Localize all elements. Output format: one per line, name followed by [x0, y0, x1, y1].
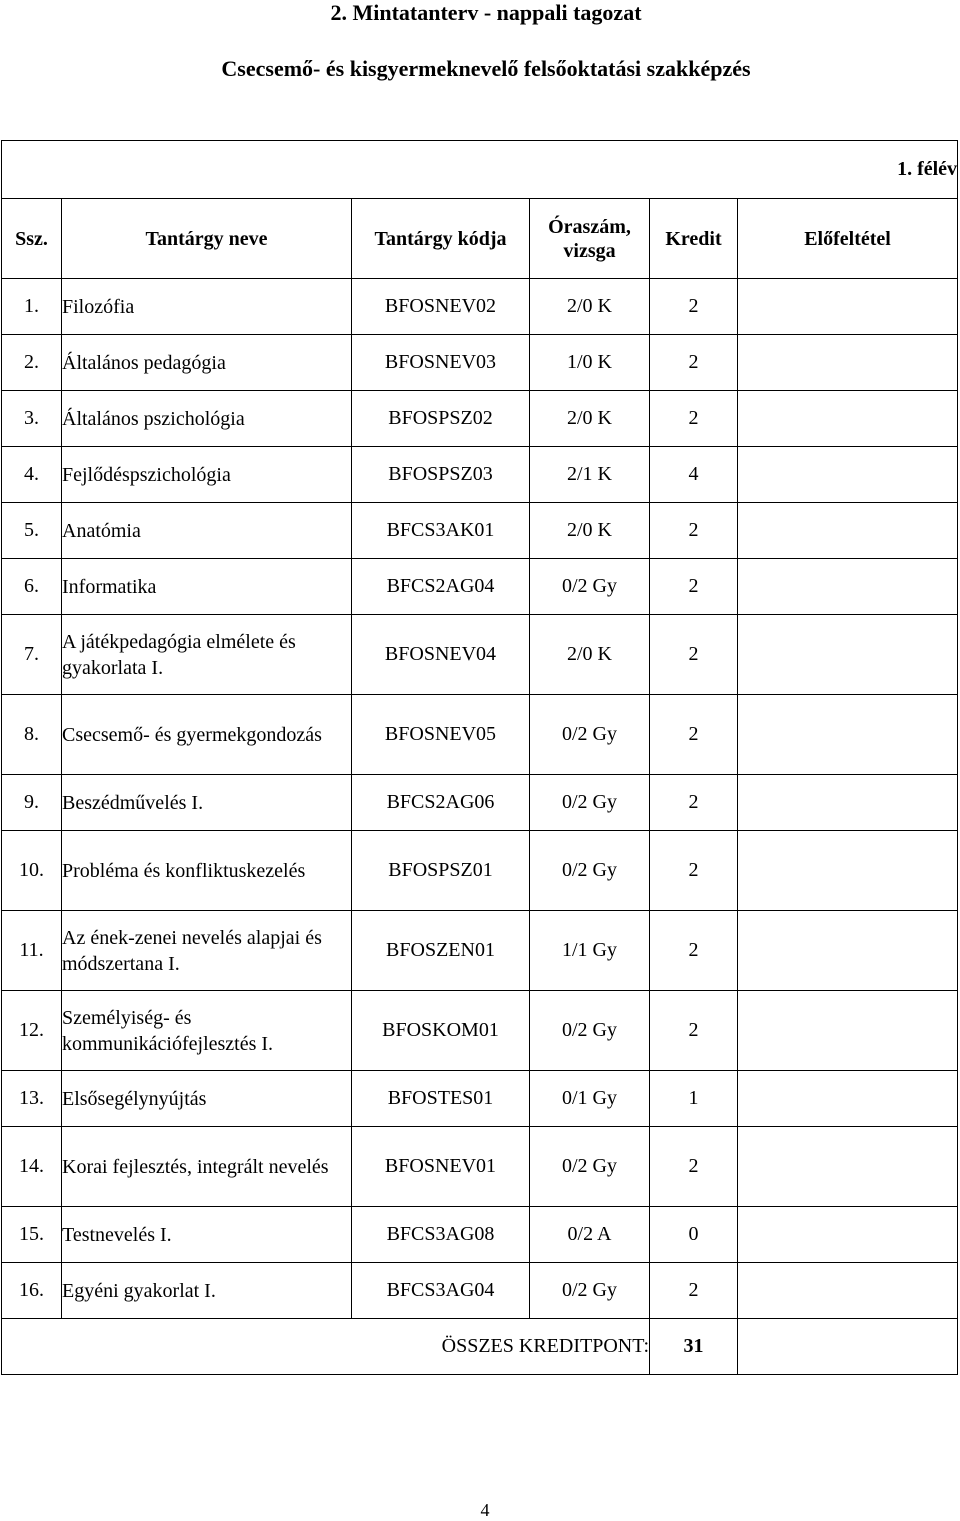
total-credits-value: 31: [650, 1319, 738, 1375]
table-row: [2, 775, 958, 831]
table-row: [2, 391, 958, 447]
credit-value: 2: [650, 911, 738, 991]
header-subject-name: Tantárgy neve: [62, 199, 352, 279]
prerequisite: [738, 335, 958, 391]
row-number: 9.: [2, 775, 62, 831]
hours-exam: 2/0 K: [530, 391, 650, 447]
subject-name: Személyiség- és kommunikációfejlesztés I.: [62, 991, 352, 1071]
table-row: [2, 503, 958, 559]
credit-value: 2: [650, 335, 738, 391]
credit-value: 2: [650, 1127, 738, 1207]
subject-name: Beszédművelés I.: [62, 775, 352, 831]
semester-label: 1. félév: [2, 141, 958, 199]
subject-name: Korai fejlesztés, integrált nevelés: [62, 1127, 352, 1207]
table-row: [2, 279, 958, 335]
row-number: 3.: [2, 391, 62, 447]
hours-exam: 0/2 Gy: [530, 559, 650, 615]
subject-name: Általános pszichológia: [62, 391, 352, 447]
row-number: 4.: [2, 447, 62, 503]
subject-code: BFOSNEV03: [352, 335, 530, 391]
subject-code: BFOSTES01: [352, 1071, 530, 1127]
prerequisite: [738, 391, 958, 447]
hours-exam: 0/2 Gy: [530, 1127, 650, 1207]
hours-exam: 2/0 K: [530, 503, 650, 559]
prerequisite: [738, 1127, 958, 1207]
prerequisite: [738, 831, 958, 911]
subject-name: Elsősegélynyújtás: [62, 1071, 352, 1127]
table-header-row: [2, 199, 958, 279]
subject-code: BFOSPSZ03: [352, 447, 530, 503]
semester-row: [2, 141, 958, 199]
prerequisite: [738, 279, 958, 335]
curriculum-table: [1, 140, 958, 1375]
hours-exam: 0/2 Gy: [530, 991, 650, 1071]
subject-name: Testnevelés I.: [62, 1207, 352, 1263]
subject-name: Probléma és konfliktuskezelés: [62, 831, 352, 911]
table-row: [2, 1207, 958, 1263]
credit-value: 2: [650, 775, 738, 831]
table-row: [2, 1263, 958, 1319]
hours-exam: 0/2 A: [530, 1207, 650, 1263]
subject-code: BFCS3AK01: [352, 503, 530, 559]
subject-name: Informatika: [62, 559, 352, 615]
table-row: [2, 1071, 958, 1127]
credit-value: 2: [650, 1263, 738, 1319]
header-hours-line1: Óraszám,: [548, 215, 631, 238]
subject-code: BFOSNEV01: [352, 1127, 530, 1207]
total-row: [2, 1319, 958, 1375]
table-row: [2, 831, 958, 911]
subject-name: A játékpedagógia elmélete és gyakorlata I.: [62, 615, 352, 695]
hours-exam: 0/2 Gy: [530, 775, 650, 831]
header-subject-code: Tantárgy kódja: [352, 199, 530, 279]
subject-name: Egyéni gyakorlat I.: [62, 1263, 352, 1319]
hours-exam: 2/0 K: [530, 279, 650, 335]
prerequisite: [738, 991, 958, 1071]
prerequisite: [738, 695, 958, 775]
hours-exam: 0/2 Gy: [530, 831, 650, 911]
subject-code: BFOSNEV04: [352, 615, 530, 695]
row-number: 11.: [2, 911, 62, 991]
subject-code: BFOSNEV02: [352, 279, 530, 335]
subject-name: Fejlődéspszichológia: [62, 447, 352, 503]
hours-exam: 0/1 Gy: [530, 1071, 650, 1127]
table-row: [2, 911, 958, 991]
subject-name: Általános pedagógia: [62, 335, 352, 391]
table-row: [2, 1127, 958, 1207]
row-number: 7.: [2, 615, 62, 695]
prerequisite: [738, 1263, 958, 1319]
credit-value: 2: [650, 391, 738, 447]
table-row: [2, 991, 958, 1071]
row-number: 1.: [2, 279, 62, 335]
prerequisite: [738, 775, 958, 831]
subject-code: BFCS2AG06: [352, 775, 530, 831]
subject-name: Anatómia: [62, 503, 352, 559]
credit-value: 0: [650, 1207, 738, 1263]
header-hours-exam: [530, 199, 650, 279]
document-title: 2. Mintatanterv - nappali tagozat: [330, 0, 642, 25]
subject-code: BFCS3AG08: [352, 1207, 530, 1263]
row-number: 2.: [2, 335, 62, 391]
subject-name: Filozófia: [62, 279, 352, 335]
subject-code: BFOSZEN01: [352, 911, 530, 991]
table-row: [2, 615, 958, 695]
row-number: 5.: [2, 503, 62, 559]
row-number: 12.: [2, 991, 62, 1071]
header-no: Ssz.: [2, 199, 62, 279]
subject-code: BFCS3AG04: [352, 1263, 530, 1319]
prerequisite: [738, 447, 958, 503]
subject-code: BFOSPSZ02: [352, 391, 530, 447]
table-row: [2, 695, 958, 775]
hours-exam: 1/1 Gy: [530, 911, 650, 991]
header-hours-line2: vizsga: [563, 239, 616, 262]
prerequisite: [738, 1207, 958, 1263]
credit-value: 2: [650, 695, 738, 775]
subject-code: BFOSNEV05: [352, 695, 530, 775]
page-number: 4: [480, 1500, 490, 1520]
row-number: 14.: [2, 1127, 62, 1207]
credit-value: 2: [650, 991, 738, 1071]
table-row: [2, 559, 958, 615]
credit-value: 1: [650, 1071, 738, 1127]
row-number: 10.: [2, 831, 62, 911]
prerequisite: [738, 559, 958, 615]
credit-value: 2: [650, 503, 738, 559]
prerequisite: [738, 1071, 958, 1127]
hours-exam: 1/0 K: [530, 335, 650, 391]
row-number: 6.: [2, 559, 62, 615]
subject-name: Csecsemő- és gyermekgondozás: [62, 695, 352, 775]
credit-value: 2: [650, 831, 738, 911]
prerequisite: [738, 503, 958, 559]
table-row: [2, 335, 958, 391]
table-row: [2, 447, 958, 503]
hours-exam: 2/1 K: [530, 447, 650, 503]
credit-value: 2: [650, 279, 738, 335]
prerequisite: [738, 615, 958, 695]
header-credit: Kredit: [650, 199, 738, 279]
credit-value: 2: [650, 615, 738, 695]
total-prerequisite-empty: [738, 1319, 958, 1375]
row-number: 15.: [2, 1207, 62, 1263]
row-number: 16.: [2, 1263, 62, 1319]
total-credits-label: ÖSSZES KREDITPONT:: [2, 1319, 650, 1375]
credit-value: 4: [650, 447, 738, 503]
subject-name: Az ének-zenei nevelés alapjai és módszertana I.: [62, 911, 352, 991]
hours-exam: 0/2 Gy: [530, 1263, 650, 1319]
row-number: 13.: [2, 1071, 62, 1127]
document-subtitle: Csecsemő- és kisgyermeknevelő felsőoktatási szakképzés: [221, 56, 751, 81]
credit-value: 2: [650, 559, 738, 615]
hours-exam: 0/2 Gy: [530, 695, 650, 775]
prerequisite: [738, 911, 958, 991]
subject-code: BFOSKOM01: [352, 991, 530, 1071]
subject-code: BFOSPSZ01: [352, 831, 530, 911]
header-prerequisite: Előfeltétel: [738, 199, 958, 279]
row-number: 8.: [2, 695, 62, 775]
subject-code: BFCS2AG04: [352, 559, 530, 615]
hours-exam: 2/0 K: [530, 615, 650, 695]
